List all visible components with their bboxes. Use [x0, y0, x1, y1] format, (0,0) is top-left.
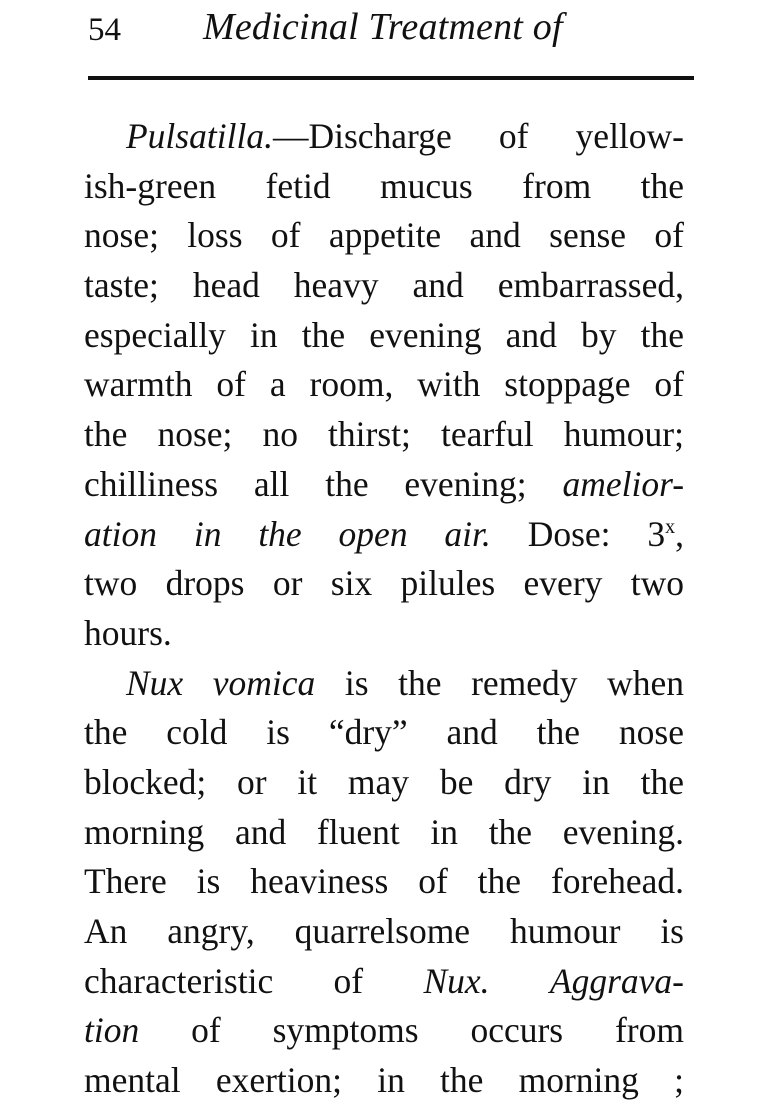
page-body: [84, 112, 684, 1106]
page-number: 54: [88, 12, 121, 48]
text-line: There is heaviness of the forehead.: [84, 861, 684, 902]
text-line: taste; head heavy and embarrassed,: [84, 265, 684, 306]
text-line: warmth of a room, with stoppage of: [84, 364, 684, 405]
emphasis-text: ation in the open air.: [84, 513, 491, 554]
text-line: An angry, quarrelsome humour is: [84, 911, 684, 951]
emphasis-text: tion: [84, 1010, 140, 1051]
text-line: two drops or six pilules every two: [84, 563, 684, 604]
text-line: [84, 659, 684, 709]
text-line: [84, 112, 684, 162]
text-line: [84, 957, 684, 1007]
dose-text: Dose: 3: [527, 513, 666, 554]
header-rule: [88, 76, 694, 80]
text-line: mental exertion; in the morning ;: [84, 1060, 684, 1101]
text-line: nose; loss of appetite and sense of: [84, 215, 684, 256]
text-line: the cold is “dry” and the nose: [84, 712, 684, 753]
remedy-name: Nux.: [423, 960, 490, 1001]
page-header: [0, 0, 780, 80]
text-line: morning and fluent in the evening.: [84, 811, 684, 852]
text-line: the nose; no thirst; tearful humour;: [84, 414, 684, 455]
text-line: blocked; or it may be dry in the: [84, 761, 684, 802]
line-text: —Discharge of yellow-: [272, 116, 684, 156]
dose-superscript: x: [665, 515, 676, 538]
text-line: ish-green fetid mucus from the: [84, 165, 684, 206]
remedy-name: Nux vomica: [126, 662, 316, 703]
emphasis-text: amelior-: [562, 463, 685, 504]
line-text: is the remedy when: [344, 662, 685, 703]
text-line: [84, 1006, 684, 1056]
dose-comma: ,: [675, 513, 685, 554]
line-text: of symptoms occurs from: [191, 1010, 684, 1051]
text-line: [84, 510, 684, 560]
text-line: hours.: [84, 612, 172, 653]
remedy-name: Pulsatilla.: [126, 116, 273, 156]
text-line: especially in the evening and by the: [84, 314, 684, 355]
running-title: Medicinal Treatment of: [203, 6, 563, 48]
emphasis-text: Aggrava-: [549, 960, 685, 1001]
line-text: characteristic of: [84, 960, 364, 1001]
text-line: [84, 460, 684, 510]
line-text: chilliness all the evening;: [84, 463, 527, 504]
